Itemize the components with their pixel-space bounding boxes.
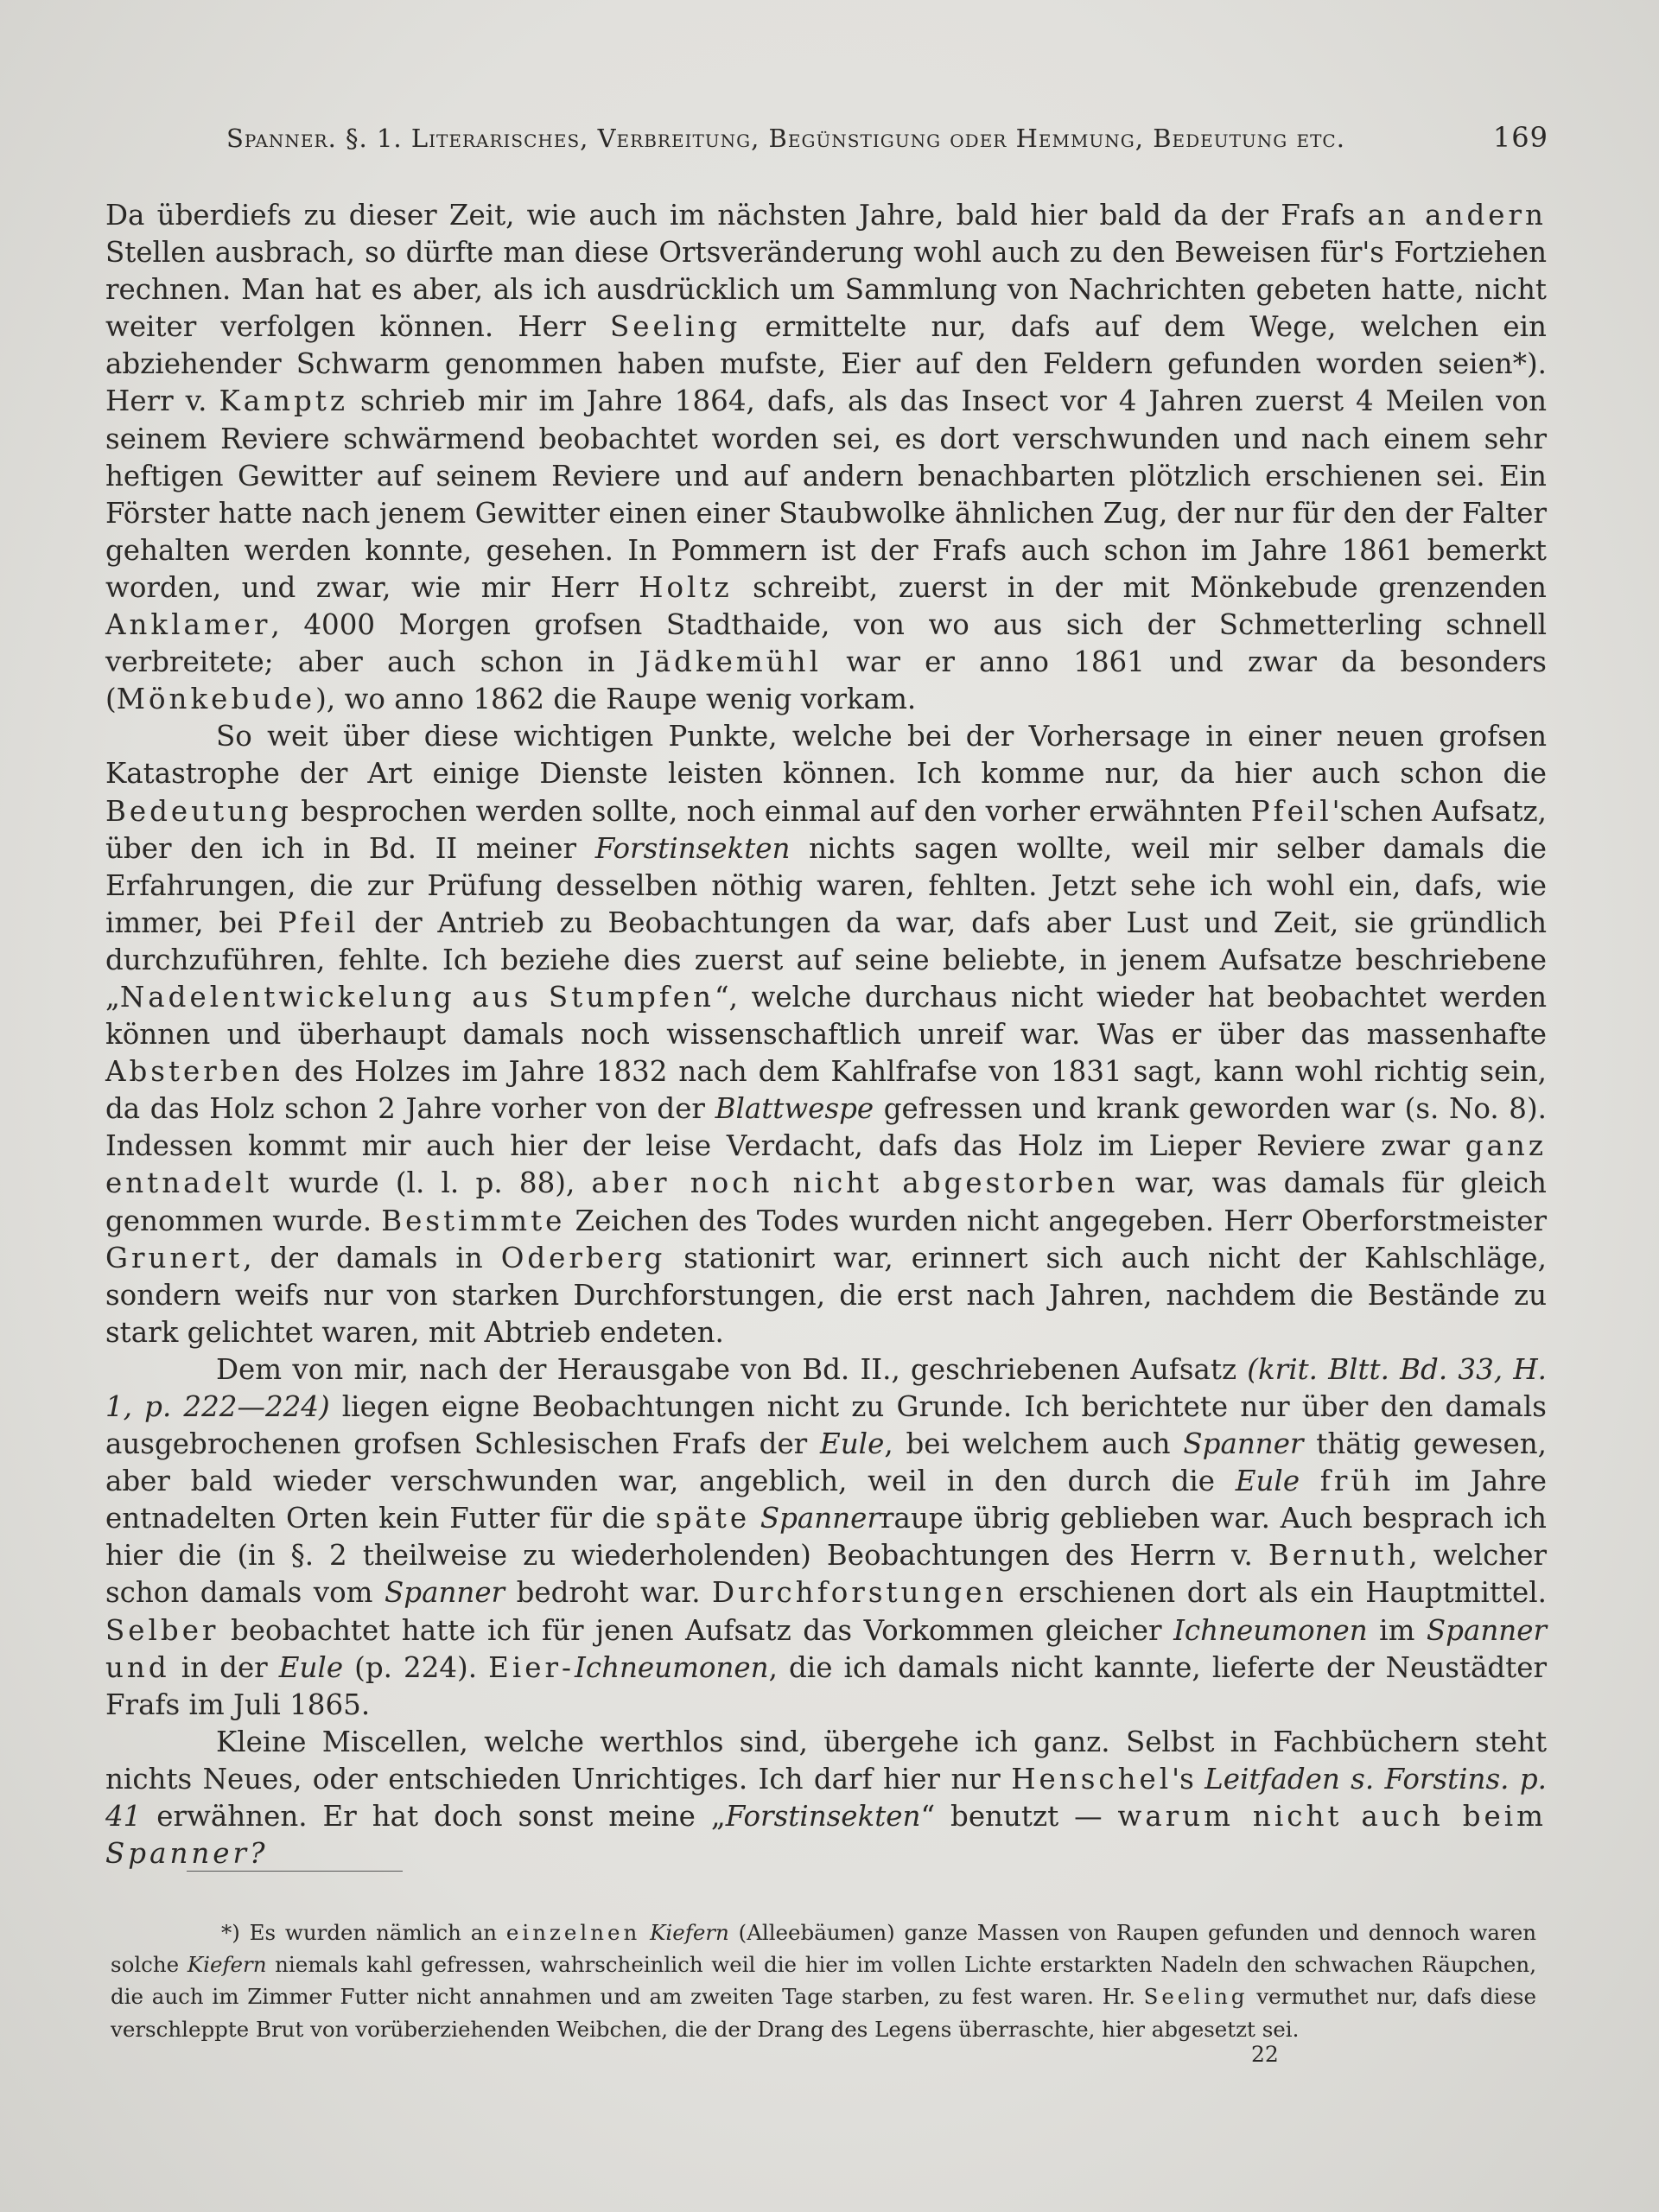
spaced-text: an andern — [1367, 199, 1547, 232]
page-number: 169 — [1492, 121, 1548, 154]
spaced-name: Henschel — [1011, 1762, 1173, 1796]
running-title: Spanner. §. 1. Literarisches, Verbreitung, Begünstigung oder Hemmung, Bedeutung etc. — [226, 124, 1345, 153]
text-run: im — [1367, 1613, 1427, 1647]
text-run: war er anno 1861 und zwar da besonders ( — [105, 645, 1547, 716]
text-run: stationirt war, erinnert sich auch nicht der Kahlschläge, sondern weifs nur von starken Durchforstungen, die erst nach Jahren, nachdem die Bestände zu stark gelichtet waren, mit Abtrieb endeten. — [105, 1241, 1547, 1349]
italic-title: Forstinsekten — [725, 1800, 921, 1834]
italic-species: Blattwespe — [715, 1092, 874, 1126]
text-run: besprochen werden sollte, noch einmal auf den vorher erwähnten — [291, 794, 1251, 828]
spaced-text: warum nicht auch beim — [1117, 1800, 1547, 1834]
spaced-name: Pfeil — [277, 906, 359, 939]
text-run: , bei welchem auch — [884, 1427, 1184, 1461]
footnote — [111, 1916, 1536, 2045]
italic-species: Spanner — [1426, 1613, 1547, 1647]
spaced-name: Seeling — [610, 310, 741, 344]
text-run: niemals kahl gefressen, wahrscheinlich weil die hier im vollen Lichte erstarkten Nadeln den schwachen Räupchen, die auch im Zimmer Futter nicht annahmen und am zweiten Tage starben, zu fest waren. Hr. — [111, 1952, 1537, 2010]
text-run: bedroht war. — [505, 1576, 713, 1610]
text-run: im Jahre entnadelten Orten kein Futter für die — [105, 1465, 1547, 1535]
spaced-name: Oderberg — [500, 1241, 666, 1274]
italic-species: Spanner — [1183, 1427, 1304, 1461]
paragraph-1 — [105, 197, 1547, 718]
spaced-text: Bestimmte — [381, 1204, 566, 1237]
spaced-name: Mönkebude — [116, 683, 316, 716]
text-run: “, welche durchaus nicht wieder hat beobachtet werden können und überhaupt damals noch wissenschaftlich unreif war. Was er über das massenhafte — [105, 980, 1547, 1052]
text-run: der Antrieb zu Beobachtungen da war, dafs aber Lust und Zeit, sie gründlich durchzuführen, fehlte. Ich beziehe dies zuerst auf seine beliebte, in jenem Aufsatze beschriebene „ — [105, 906, 1548, 1014]
footnote-separator — [187, 1871, 403, 1872]
paragraph-2 — [105, 718, 1547, 1351]
spaced-text: früh — [1319, 1465, 1395, 1498]
text-run: 'schen Aufsatz, über den ich in Bd. II meiner — [105, 794, 1547, 865]
italic-species: Spanner — [760, 1502, 880, 1535]
text-run: , 4000 Morgen grofsen Stadthaide, von wo aus sich der Schmetterling schnell verbreitete; aber auch schon in — [105, 608, 1547, 679]
text-run: ermittelte nur, dafs auf dem Wege, welchen ein abziehender Schwarm genommen haben mufste, Eier auf den Feldern gefunden worden seien*). Herr v. — [105, 310, 1547, 418]
spaced-italic-species: Spanner? — [105, 1837, 269, 1871]
text-run: (p. 224). — [343, 1650, 489, 1684]
text-run: erwähnen. Er hat doch sonst meine „ — [141, 1800, 726, 1834]
text-run: 's — [1172, 1762, 1205, 1796]
text-run: war, was damals für gleich genommen wurde. — [105, 1166, 1547, 1237]
text-run — [640, 1920, 650, 1945]
text-run: Zeichen des Todes wurden nicht angegeben. Herr Oberforstmeister — [565, 1204, 1547, 1237]
text-run: Stellen ausbrach, so dürfte man diese Ortsveränderung wohl auch zu den Beweisen für's Fortziehen rechnen. Man hat es aber, als ich ausdrücklich um Sammlung von Nachrichten gebeten hatte, nicht weiter verfolgen können. Herr — [105, 236, 1547, 344]
text-run: schreibt, zuerst in der mit Mönkebude grenzenden — [732, 570, 1547, 604]
text-run: So weit über diese wichtigen Punkte, welche bei der Vorhersage in einer neuen grofsen Katastrophe der Art einige Dienste leisten können. Ich komme nur, da hier auch schon die — [105, 720, 1547, 791]
text-run: Dem von mir, nach der Herausgabe von Bd. II., geschriebenen Aufsatz — [216, 1352, 1248, 1386]
text-run: liegen eigne Beobachtungen nicht zu Grunde. Ich berichtete nur über den damals ausgebrochenen grofsen Schlesischen Frafs der — [105, 1390, 1547, 1461]
text-run — [1300, 1465, 1320, 1497]
spaced-text: späte — [655, 1502, 751, 1535]
italic-species: Ichneumonen — [1173, 1613, 1368, 1647]
text-run: vermuthet nur, dafs diese verschleppte Brut von vorüberziehenden Weibchen, die der Drang des Legens überraschte, hier abgesetzt sei. — [111, 1984, 1536, 2042]
spaced-text: Nadelentwickelung aus Stumpfen — [119, 980, 715, 1014]
signature-mark: 22 — [1251, 2042, 1279, 2067]
text-run: schrieb mir im Jahre 1864, dafs, als das Insect vor 4 Jahren zuerst 4 Meilen von seinem Reviere schwärmend beobachtet worden sei, es dort verschwunden und nach einem sehr heftigen Gewitter auf seinem Reviere und auf andern benachbarten plötzlich erschienen sei. Ein Förster hatte nach jenem Gewitter einen einer Staubwolke ähnlichen Zug, der nur für den der Falter gehalten werden konnte, gesehen. In Pommern ist der Frafs auch schon im Jahre 1861 bemerkt worden, und zwar, wie mir Herr — [105, 385, 1547, 604]
spaced-text: Selber — [105, 1613, 219, 1647]
spaced-text: Absterben — [105, 1055, 283, 1089]
text-run: Kleine Miscellen, welche werthlos sind, übergehe ich ganz. Selbst in Fachbüchern steht nichts Neues, oder entschieden Unrichtiges. Ich darf hier nur — [105, 1725, 1547, 1796]
spaced-text: und — [105, 1650, 170, 1684]
italic-citation: (krit. Bltt. Bd. 33, H. 1, p. 222—224) — [105, 1352, 1547, 1423]
italic-species: Kiefern — [650, 1920, 729, 1945]
italic-species: Eule — [278, 1650, 344, 1684]
spaced-text: Eier- — [488, 1650, 575, 1684]
text-run: beobachtet hatte ich für jenen Aufsatz das Vorkommen gleicher — [219, 1613, 1174, 1647]
paragraph-4 — [105, 1724, 1547, 1872]
spaced-text: Bedeutung — [105, 794, 292, 828]
spaced-name: Pfeil — [1250, 794, 1332, 828]
italic-species: Eule — [820, 1427, 885, 1461]
text-run: in der — [169, 1650, 279, 1684]
text-run: erschienen dort als ein Hauptmittel. — [1007, 1576, 1547, 1610]
spaced-name: Anklamer — [105, 608, 271, 642]
page-header — [226, 121, 1548, 173]
italic-species: Eule — [1235, 1465, 1300, 1498]
italic-species: Ichneumonen — [575, 1650, 769, 1684]
text-run: , der damals in — [243, 1241, 501, 1274]
text-run: “ benutzt — — [920, 1800, 1118, 1834]
text-run: ), wo anno 1862 die Raupe wenig vorkam. — [315, 683, 917, 716]
text-run: gefressen und krank geworden war (s. No. 8). Indessen kommt mir auch hier der leise Verdacht, dafs das Holz im Lieper Reviere zwar — [105, 1092, 1547, 1163]
text-run: nichts sagen wollte, weil mir selber damals die Erfahrungen, die zur Prüfung desselben nöthig waren, fehlten. Jetzt sehe ich wohl ein, dafs, wie immer, bei — [105, 831, 1548, 939]
spaced-name: Grunert — [105, 1241, 244, 1274]
italic-title: Forstinsekten — [594, 831, 791, 865]
footnote-paragraph — [111, 1916, 1536, 2045]
text-run: (Alleebäumen) ganze Massen von Raupen gefunden und dennoch waren solche — [111, 1920, 1536, 1978]
text-run: raupe übrig geblieben war. Auch besprach ich hier die (in §. 2 theilweise zu wiederholenden) Beobachtungen des Herrn v. — [105, 1502, 1547, 1573]
text-run: , welcher schon damals vom — [105, 1539, 1547, 1610]
spaced-name: Seeling — [1143, 1984, 1249, 2010]
paragraph-3 — [105, 1351, 1547, 1724]
italic-species: Kiefern — [187, 1952, 267, 1978]
text-run: wurde (l. l. p. 88), — [272, 1166, 592, 1200]
spaced-text: ganz entnadelt — [105, 1129, 1547, 1200]
spaced-text: einzelnen — [505, 1920, 641, 1945]
text-run: *) Es wurden nämlich an — [221, 1920, 506, 1945]
spaced-name: Holtz — [639, 570, 733, 604]
text-run: des Holzes im Jahre 1832 nach dem Kahlfrafse von 1831 sagt, kann wohl richtig sein, da das Holz schon 2 Jahre vorher von der — [105, 1055, 1547, 1126]
main-text — [105, 197, 1547, 1872]
spaced-name: Bernuth — [1268, 1539, 1409, 1573]
text-run: , die ich damals nicht kannte, lieferte der Neustädter Frafs im Juli 1865. — [105, 1650, 1547, 1721]
italic-species: Spanner — [385, 1576, 505, 1610]
spaced-name: Jädkemühl — [639, 645, 822, 679]
text-run — [750, 1502, 760, 1535]
text-run: thätig gewesen, aber bald wieder verschwunden war, angeblich, weil in den durch die — [105, 1427, 1547, 1498]
spaced-text: Durchforstungen — [712, 1576, 1007, 1610]
italic-citation: Leitfaden s. Forstins. p. 41 — [105, 1762, 1547, 1834]
spaced-text: aber noch nicht abgestorben — [591, 1166, 1119, 1200]
text-run: Da überdiefs zu dieser Zeit, wie auch im nächsten Jahre, bald hier bald da der Frafs — [105, 199, 1368, 232]
spaced-name: Kamptz — [219, 385, 348, 418]
